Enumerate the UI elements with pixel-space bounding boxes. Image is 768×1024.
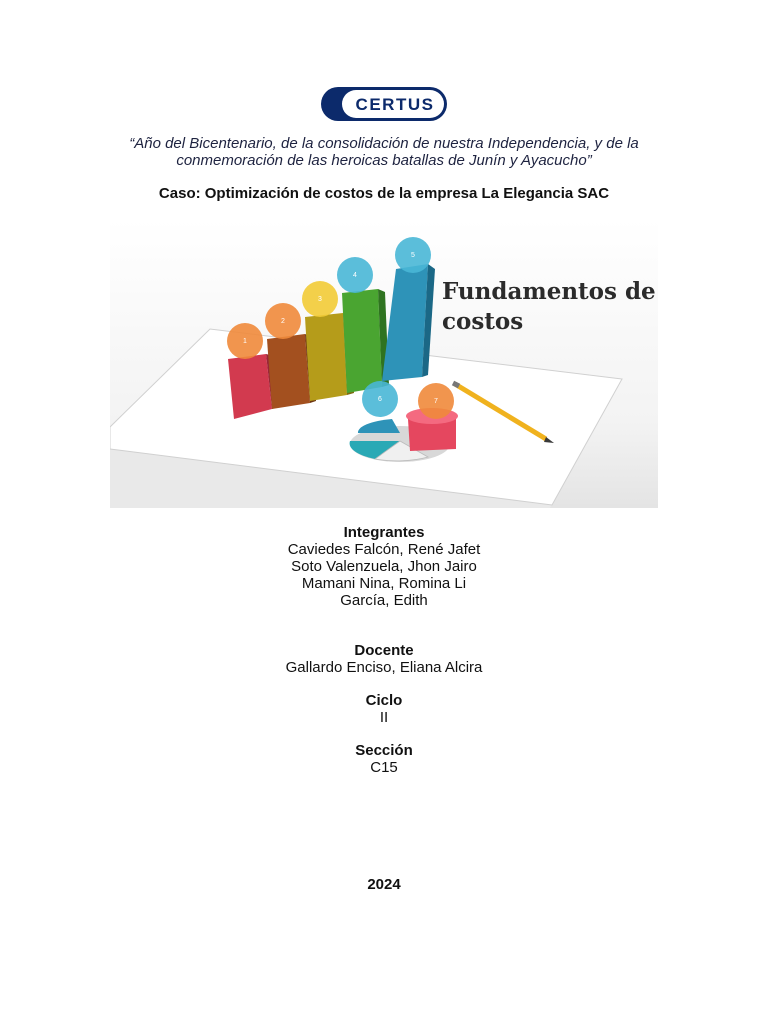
member-name: Caviedes Falcón, René Jafet [287, 541, 481, 558]
member-name: Soto Valenzuela, Jhon Jairo [291, 558, 477, 575]
ciclo-section [184, 692, 584, 726]
quote-highlight: Año del Bicentenario, [134, 135, 277, 152]
logo-text: CERTUS [355, 95, 435, 114]
certus-logo [320, 86, 448, 122]
bar-4 [342, 289, 389, 393]
year-value: 2024 [367, 876, 401, 893]
bicentenario-quote [100, 135, 668, 169]
bubble-label-5: 5 [411, 252, 415, 259]
quote-rest: de la consolidación de nuestra Independencia, y de la conmemoración de las heroicas batallas de Junín y Ayacucho” [176, 135, 639, 169]
year-section [184, 876, 584, 893]
bubble-label-1: 1 [243, 338, 247, 345]
case-title: Caso: Optimización de costos de la empresa La Elegancia SAC [158, 185, 610, 202]
integrantes-heading: Integrantes [343, 524, 425, 541]
integrantes-section [184, 524, 584, 609]
bubble-label-2: 2 [281, 318, 285, 325]
docente-name: Gallardo Enciso, Eliana Alcira [285, 659, 483, 676]
seccion-section [184, 742, 584, 776]
member-name: Mamani Nina, Romina Li [301, 575, 467, 592]
costs-illustration [110, 219, 658, 508]
bubble-label-7: 7 [434, 398, 438, 405]
seccion-value: C15 [370, 759, 398, 776]
ciclo-heading: Ciclo [365, 692, 403, 709]
illustration-title-line1: Fundamentos de [442, 278, 656, 305]
bubble-label-3: 3 [318, 296, 322, 303]
seccion-heading: Sección [355, 742, 413, 759]
bubble-label-6: 6 [378, 396, 382, 403]
docente-heading: Docente [354, 642, 414, 659]
quote-open-mark: “ [129, 135, 135, 152]
docente-section [184, 642, 584, 676]
member-name: García, Edith [340, 592, 428, 609]
illustration-title-line2: costos [442, 308, 524, 335]
bubble-label-4: 4 [353, 272, 357, 279]
ciclo-value: II [379, 709, 389, 726]
